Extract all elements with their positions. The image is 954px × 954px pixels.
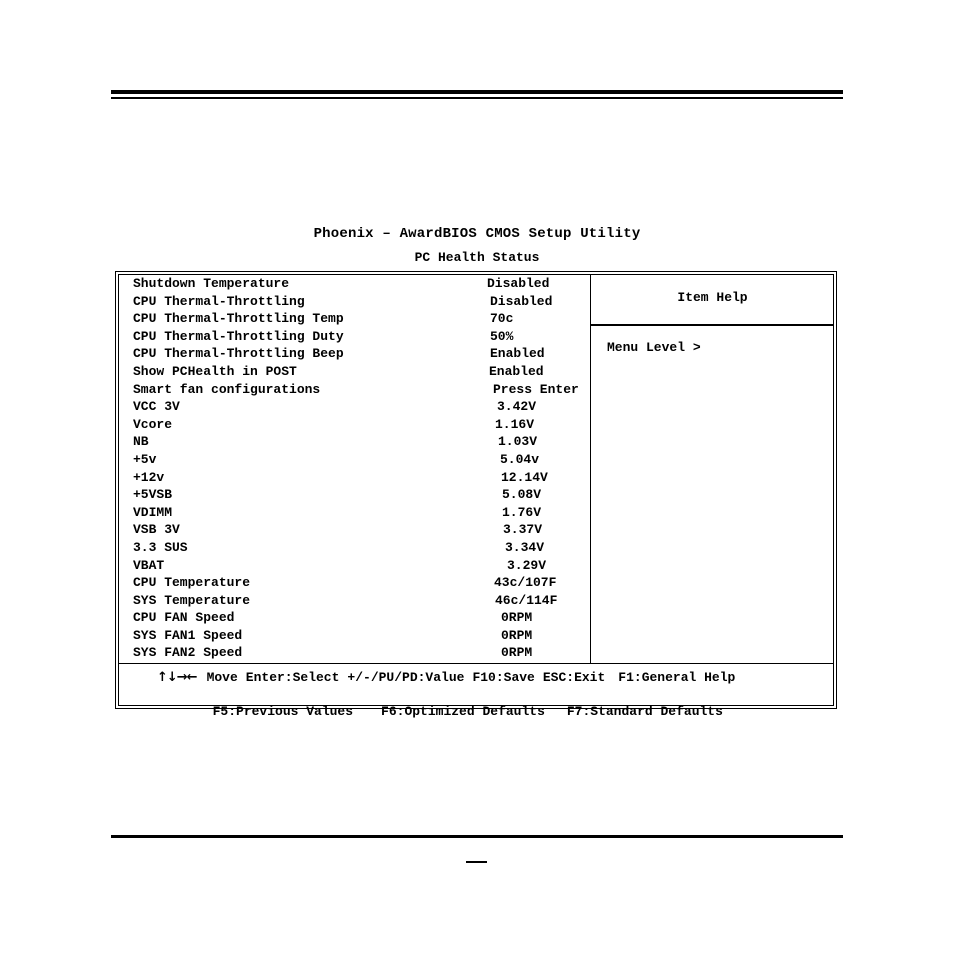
settings-list	[133, 275, 589, 662]
setting-cpu-thermal-throttling-beep[interactable]	[133, 345, 589, 363]
top-rule-thin	[111, 97, 843, 99]
reading-value: 43c/107F	[494, 575, 557, 591]
setting-label: CPU Thermal-Throttling	[133, 293, 305, 309]
setting-label: CPU Thermal-Throttling Beep	[133, 346, 344, 362]
setting-label: CPU Thermal-Throttling Duty	[133, 328, 344, 344]
setting-label: SYS Temperature	[133, 592, 251, 608]
help-divider	[590, 324, 834, 326]
reading-value: 46c/114F	[495, 592, 558, 608]
footer-divider	[118, 663, 834, 664]
setting-cpu-thermal-throttling[interactable]	[133, 293, 589, 311]
setting-value[interactable]: Enabled	[489, 363, 544, 379]
item-help-title: Item Help	[677, 290, 748, 305]
reading-cpu-fan-speed	[133, 609, 589, 627]
footer-keys-line2	[197, 689, 723, 719]
reading-3-3-sus	[133, 539, 589, 557]
key-hint-f1[interactable]: F1:General Help	[618, 670, 736, 685]
setting-value[interactable]: Disabled	[487, 276, 550, 291]
reading-plus-12v	[133, 469, 589, 487]
setting-show-pchealth-in-post[interactable]	[133, 363, 589, 381]
setting-shutdown-temperature[interactable]	[133, 275, 589, 293]
reading-value: 5.08V	[502, 487, 542, 503]
key-hint-value[interactable]: +/-/PU/PD:Value	[347, 670, 465, 685]
reading-sys-fan1-speed	[133, 627, 589, 645]
setting-label: Vcore	[133, 416, 173, 432]
page-subtitle: PC Health Status	[414, 250, 540, 265]
setting-label: +5VSB	[133, 487, 173, 503]
reading-value: 0RPM	[501, 627, 533, 643]
reading-vsb-3v	[133, 521, 589, 539]
reading-vcc-3v	[133, 398, 589, 416]
arrow-keys-icon: ↑↓→←	[157, 670, 197, 685]
reading-plus-5v	[133, 451, 589, 469]
setting-label: +12v	[133, 469, 165, 485]
setting-label: CPU Temperature	[133, 575, 251, 591]
setting-smart-fan-configurations[interactable]	[133, 381, 589, 399]
key-hint-f5[interactable]: F5:Previous Values	[212, 704, 354, 719]
setting-label: Smart fan configurations	[133, 381, 321, 397]
reading-value: 3.42V	[497, 399, 537, 415]
reading-value: 3.34V	[505, 539, 545, 555]
reading-plus-5vsb	[133, 486, 589, 504]
reading-value: 1.03V	[498, 434, 538, 450]
reading-value: 5.04v	[500, 451, 540, 467]
reading-value: 12.14V	[501, 469, 548, 485]
setting-label: VCC 3V	[133, 399, 180, 415]
setting-label: VBAT	[133, 557, 165, 573]
reading-sys-fan2-speed	[133, 644, 589, 662]
reading-value: 3.29V	[507, 557, 547, 573]
setting-cpu-thermal-throttling-duty[interactable]	[133, 328, 589, 346]
menu-level: Menu Level >	[607, 340, 701, 355]
reading-vdimm	[133, 504, 589, 522]
setting-value[interactable]: 50%	[490, 328, 514, 344]
reading-value: 1.76V	[502, 504, 542, 520]
key-hint-esc[interactable]: ESC:Exit	[542, 670, 606, 685]
reading-vcore	[133, 416, 589, 434]
reading-sys-temperature	[133, 592, 589, 610]
bottom-rule	[111, 835, 843, 838]
key-hint-enter[interactable]: Enter:Select	[245, 670, 340, 685]
setting-label: NB	[133, 434, 149, 450]
reading-value: 0RPM	[501, 610, 533, 626]
setting-label: CPU FAN Speed	[133, 610, 235, 626]
setting-label: VDIMM	[133, 504, 173, 520]
setting-value[interactable]: 70c	[490, 311, 514, 327]
setting-label: CPU Thermal-Throttling Temp	[133, 311, 344, 327]
bios-title: Phoenix – AwardBIOS CMOS Setup Utility	[313, 226, 641, 242]
page-number-dash	[466, 861, 487, 863]
setting-value[interactable]: Disabled	[490, 293, 553, 309]
setting-label: SYS FAN1 Speed	[133, 627, 243, 643]
setting-label: SYS FAN2 Speed	[133, 645, 243, 661]
key-hint-f7[interactable]: F7:Standard Defaults	[566, 704, 723, 719]
reading-value: 3.37V	[503, 522, 543, 538]
reading-vbat	[133, 557, 589, 575]
setting-label: Show PCHealth in POST	[133, 363, 297, 379]
key-hint-f6[interactable]: F6:Optimized Defaults	[381, 704, 545, 719]
reading-nb	[133, 433, 589, 451]
reading-value: 0RPM	[501, 645, 533, 661]
setting-label: Shutdown Temperature	[133, 276, 290, 291]
key-hint-move: Move	[206, 670, 238, 685]
setting-label: VSB 3V	[133, 522, 180, 538]
top-rule-thick	[111, 90, 843, 94]
footer-keys-line1	[157, 670, 735, 685]
setting-cpu-thermal-throttling-temp[interactable]	[133, 310, 589, 328]
reading-cpu-temperature	[133, 574, 589, 592]
setting-label: +5v	[133, 451, 157, 467]
key-hint-f10[interactable]: F10:Save	[472, 670, 535, 685]
setting-value[interactable]: Press Enter	[493, 381, 579, 397]
panel-divider	[590, 274, 591, 664]
setting-value[interactable]: Enabled	[490, 346, 545, 362]
reading-value: 1.16V	[495, 416, 535, 432]
setting-label: 3.3 SUS	[133, 539, 188, 555]
